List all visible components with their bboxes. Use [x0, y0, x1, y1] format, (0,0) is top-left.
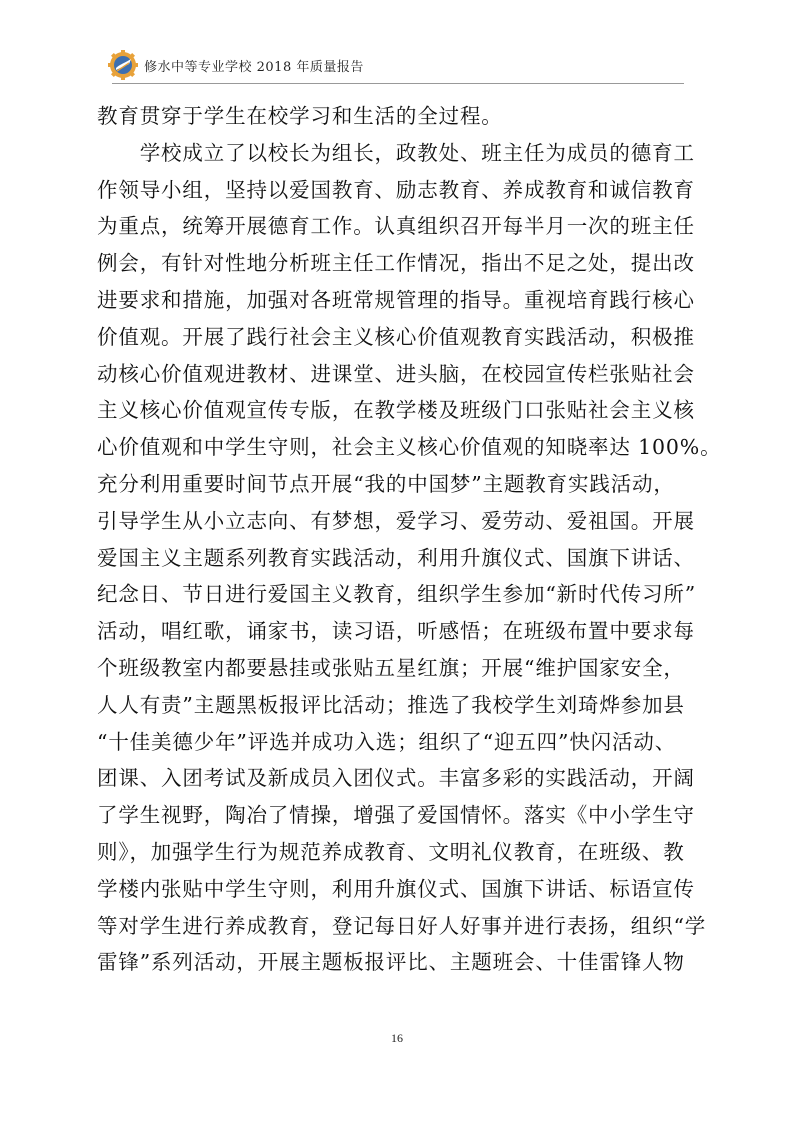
text-line: 价值观。开展了践行社会主义核心价值观教育实践活动，积极推	[97, 324, 695, 349]
text-line: 主义核心价值观宣传专版，在教学楼及班级门口张贴社会主义核	[97, 398, 695, 423]
text-line: 了学生视野，陶冶了情操，增强了爱国情怀。落实《中小学生守	[97, 803, 695, 828]
text-line: 人人有责”主题黑板报评比活动；推选了我校学生刘琦烨参加县	[97, 692, 685, 717]
text-line: 进要求和措施，加强对各班常规管理的指导。重视培育践行核心	[97, 287, 695, 312]
text-line: 学楼内张贴中学生守则，利用升旗仪式、国旗下讲话、标语宣传	[97, 876, 695, 901]
text-line: 作领导小组，坚持以爱国教育、励志教育、养成教育和诚信教育	[97, 177, 695, 202]
text-line: 则》，加强学生行为规范养成教育、文明礼仪教育，在班级、教	[97, 839, 685, 864]
header-title: 修水中等专业学校 2018 年质量报告	[144, 59, 364, 75]
text-line: 教育贯穿于学生在校学习和生活的全过程。	[97, 104, 503, 128]
text-line: 个班级教室内都要悬挂或张贴五星红旗；开展“维护国家安全，	[97, 655, 685, 680]
text-line: 例会，有针对性地分析班主任工作情况，指出不足之处，提出改	[97, 251, 695, 276]
text-line: 为重点，统筹开展德育工作。认真组织召开每半月一次的班主任	[97, 214, 695, 239]
text-line: 学校成立了以校长为组长，政教处、班主任为成员的德育工	[97, 140, 695, 165]
text-line: 雷锋”系列活动，开展主题板报评比、主题班会、十佳雷锋人物	[97, 950, 685, 975]
page-number: 16	[391, 1031, 403, 1045]
text-line: 团课、入团考试及新成员入团仪式。丰富多彩的实践活动，开阔	[97, 766, 695, 791]
header-divider	[112, 83, 684, 84]
text-line: 活动，唱红歌，诵家书，读习语，听感悟；在班级布置中要求每	[97, 619, 695, 644]
text-line: 充分利用重要时间节点开展“我的中国梦”主题教育实践活动，	[97, 471, 675, 496]
text-line: 动核心价值观进教材、进课堂、进头脑，在校园宣传栏张贴社会	[97, 361, 695, 386]
body-text	[97, 98, 722, 981]
text-line: 纪念日、节日进行爱国主义教育，组织学生参加“新时代传习所”	[97, 582, 697, 607]
text-line: “十佳美德少年”评选并成功入选；组织了“迎五四”快闪活动、	[97, 729, 677, 754]
text-line: 引导学生从小立志向、有梦想，爱学习、爱劳动、爱祖国。开展	[97, 508, 695, 533]
text-line: 等对学生进行养成教育，登记每日好人好事并进行表扬，组织“学	[97, 913, 707, 938]
text-line: 心价值观和中学生守则，社会主义核心价值观的知晓率达 100%。	[97, 435, 722, 460]
page-header	[108, 48, 364, 82]
text-line: 爱国主义主题系列教育实践活动，利用升旗仪式、国旗下讲话、	[97, 545, 695, 570]
school-emblem-icon	[108, 50, 138, 80]
